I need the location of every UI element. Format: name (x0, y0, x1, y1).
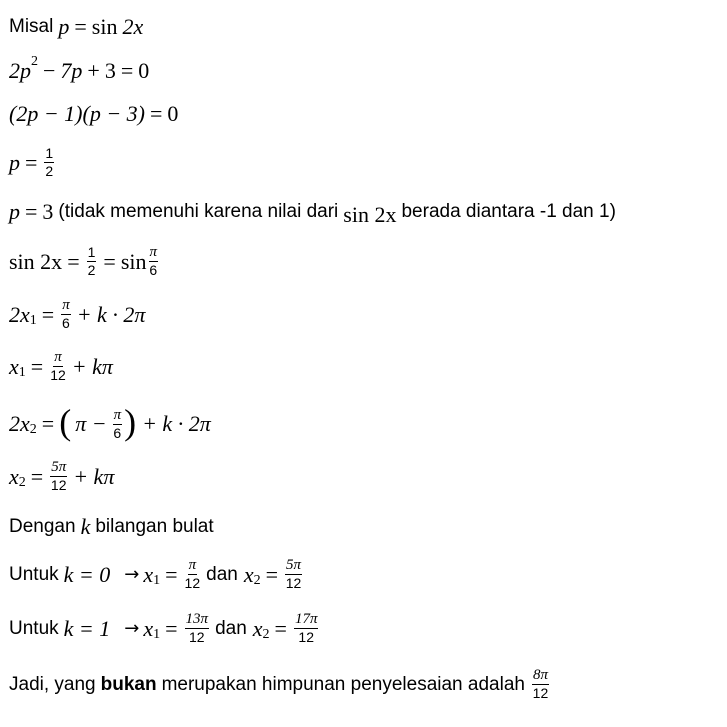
denominator: 6 (113, 424, 122, 441)
equals: = (30, 353, 44, 379)
note-sin-2x: sin 2x (343, 202, 397, 227)
var-k: k (80, 514, 91, 539)
equals: = (41, 301, 55, 327)
subscript: 2 (29, 422, 37, 437)
fraction-x2-value (294, 612, 319, 645)
var-p: p (9, 199, 20, 224)
denominator: 12 (50, 477, 67, 493)
var-p: p (58, 14, 70, 39)
zero: 0 (167, 101, 179, 126)
equals: = (165, 561, 178, 587)
text-dengan: Dengan (9, 516, 76, 537)
text-bukan: bukan (100, 673, 157, 695)
numerator: π (54, 349, 62, 365)
text-dan: dan (215, 617, 247, 639)
line-p-three (9, 199, 616, 225)
condition-k0: k = 0 (63, 561, 111, 587)
line-2x2 (9, 402, 211, 442)
right-paren: ) (124, 402, 137, 442)
text-dan: dan (206, 563, 238, 585)
numerator: 1 (45, 145, 54, 161)
fraction-answer (532, 668, 549, 701)
func-sin: sin (120, 248, 147, 274)
text-bilangan-bulat: bilangan bulat (95, 516, 214, 537)
period-term: + kπ (71, 353, 113, 379)
arrow-icon: → (124, 564, 140, 585)
equals: = (120, 58, 134, 83)
numerator: π (149, 244, 158, 260)
equals: = (74, 14, 87, 39)
fraction-5pi-twelve (50, 460, 67, 493)
fraction-one-half (87, 245, 97, 278)
text-conclusion: merupakan himpunan penyelesaian adalah (161, 673, 525, 695)
minus: − (43, 58, 56, 83)
line-sin-equation (9, 245, 160, 278)
line-quadratic (9, 54, 150, 84)
term-2p: 2p (9, 58, 31, 83)
line-2x1 (9, 298, 145, 331)
line-x1 (9, 350, 113, 383)
note-start: (tidak memenuhi karena nilai dari (58, 201, 339, 222)
text-misal: Misal (9, 16, 54, 37)
sin-2x: sin 2x (9, 248, 63, 274)
period-term: + kπ (73, 463, 115, 489)
numerator: 17π (294, 611, 318, 627)
equals: = (165, 615, 178, 641)
numerator: π (62, 297, 70, 313)
subscript: 1 (153, 626, 161, 642)
fraction-x1-value (185, 558, 201, 591)
equals: = (103, 248, 116, 274)
fraction-x1-value (185, 612, 210, 645)
period-term: + k · 2π (142, 411, 211, 436)
func-sin: sin (91, 14, 118, 39)
fraction-pi-six (61, 298, 71, 331)
x1: x (143, 561, 154, 587)
numerator: 13π (185, 611, 209, 627)
denominator: 2 (45, 163, 54, 179)
note-end: berada diantara -1 dan 1) (401, 201, 616, 222)
denominator: 12 (298, 629, 314, 645)
denominator: 2 (87, 262, 96, 278)
equals: = (41, 411, 55, 436)
lhs: 2x (9, 301, 30, 327)
numerator: 8π (532, 667, 548, 683)
line-p-half (9, 146, 56, 179)
x1: x (143, 615, 154, 641)
fraction-pi-six (113, 408, 123, 441)
arg-2x: 2x (122, 14, 144, 39)
arrow-icon: → (124, 618, 140, 639)
factors: (2p − 1)(p − 3) (9, 101, 145, 126)
line-misal (9, 14, 143, 40)
var-p: p (9, 149, 20, 175)
subscript: 1 (18, 364, 26, 380)
fraction-pi-six (149, 245, 159, 278)
plus: + (87, 58, 100, 83)
subscript: 1 (29, 312, 37, 328)
left-paren: ( (59, 402, 72, 442)
line-x2 (9, 460, 114, 493)
denominator: 6 (62, 315, 70, 331)
lhs: x (9, 353, 19, 379)
condition-k1: k = 1 (63, 615, 111, 641)
subscript: 2 (262, 626, 270, 642)
denominator: 6 (149, 262, 158, 278)
equals: = (265, 561, 279, 587)
line-untuk-k1 (9, 612, 320, 645)
fraction-one-half (44, 146, 54, 179)
fraction-pi-twelve (50, 350, 66, 383)
line-conclusion (9, 668, 551, 701)
equals: = (25, 149, 38, 175)
fraction-x2-value (285, 558, 302, 591)
denominator: 12 (184, 575, 201, 591)
numerator: 5π (51, 459, 67, 475)
equals: = (274, 615, 287, 641)
denominator: 12 (50, 367, 66, 383)
zero: 0 (138, 58, 150, 83)
denominator: 12 (189, 629, 205, 645)
exponent: 2 (31, 54, 38, 69)
x2: x (243, 561, 254, 587)
three: 3 (42, 199, 54, 224)
inner-pi-minus: π − (75, 411, 107, 436)
term-7p: 7p (60, 58, 83, 83)
line-factored (9, 101, 178, 127)
numerator: π (113, 406, 122, 423)
period-term: + k · 2π (76, 301, 146, 327)
equals: = (150, 101, 163, 126)
term-3: 3 (104, 58, 116, 83)
denominator: 12 (532, 685, 549, 701)
equals: = (25, 199, 38, 224)
x2: x (252, 615, 263, 641)
equals: = (67, 248, 80, 274)
equals: = (30, 463, 44, 489)
text-untuk: Untuk (9, 617, 59, 639)
numerator: 1 (87, 244, 96, 260)
subscript: 2 (253, 572, 261, 588)
numerator: 5π (286, 557, 302, 573)
subscript: 2 (18, 474, 26, 490)
lhs: 2x (9, 411, 30, 436)
subscript: 1 (153, 572, 161, 588)
line-untuk-k0 (9, 558, 304, 591)
text-jadi: Jadi, yang (9, 673, 96, 695)
lhs: x (9, 463, 19, 489)
numerator: π (188, 557, 197, 573)
denominator: 12 (285, 575, 302, 591)
text-untuk: Untuk (9, 563, 59, 585)
line-dengan (9, 514, 214, 540)
